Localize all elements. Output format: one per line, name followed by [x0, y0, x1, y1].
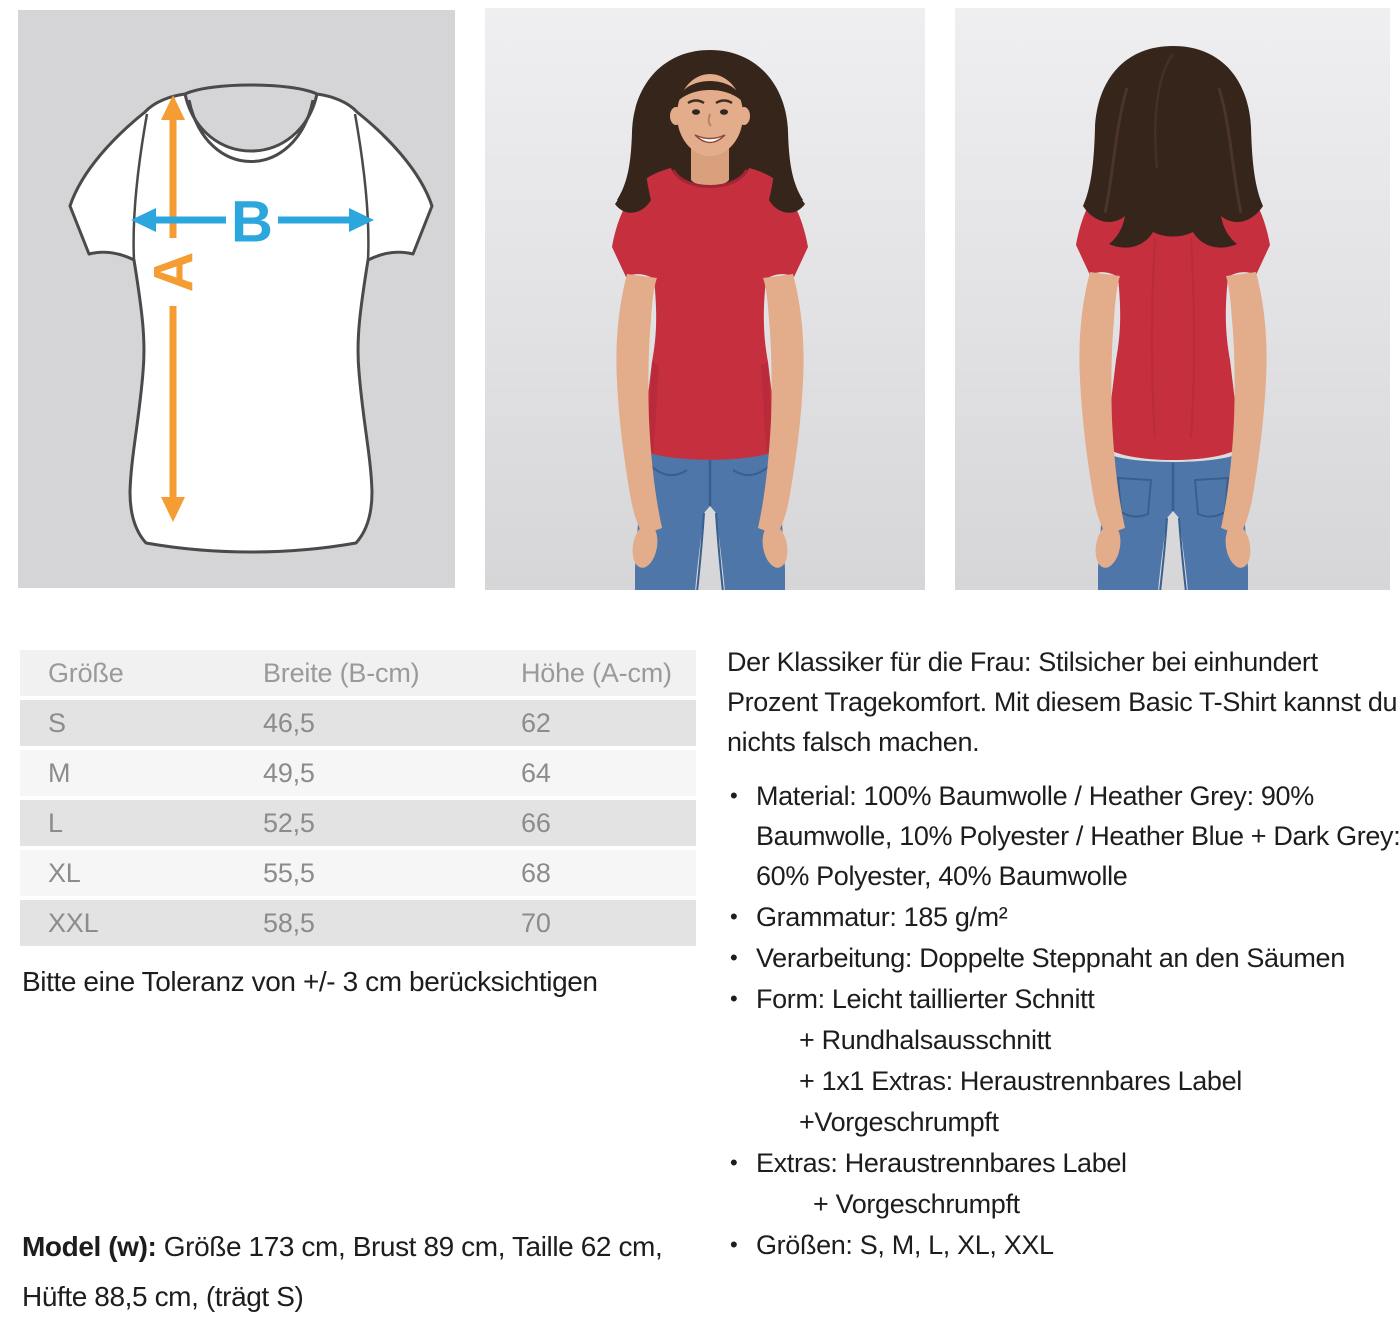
product-description: [727, 642, 1400, 1266]
eye-right: [720, 109, 728, 115]
size-cell-size: M: [20, 750, 235, 796]
model-photo-front: [485, 8, 925, 590]
eye-left: [692, 109, 700, 115]
tolerance-note: Bitte eine Toleranz von +/- 3 cm berücksichtigen: [22, 966, 598, 997]
feature-text: +Vorgeschrumpft: [799, 1107, 999, 1137]
feature-text: + Vorgeschrumpft: [813, 1189, 1020, 1219]
size-cell-size: S: [20, 700, 235, 746]
feature-item: [727, 897, 1400, 937]
feature-text: Material: 100% Baumwolle / Heather Grey: 90% Baumwolle, 10% Polyester / Heather Blue + Dark Grey: 60% Polyester, 40% Baumwolle: [756, 781, 1400, 891]
description-intro: Der Klassiker für die Frau: Stilsicher bei einhundert Prozent Tragekomfort. Mit diesem Basic T-Shirt kannst du nichts falsch machen.: [727, 647, 1398, 757]
feature-item: [727, 979, 1400, 1019]
model-info-label: Model (w):: [22, 1231, 157, 1262]
feature-text: Größen: S, M, L, XL, XXL: [756, 1230, 1054, 1260]
bullet-marker: •: [730, 1150, 738, 1175]
size-cell-size: XL: [20, 850, 235, 896]
bullet-marker: •: [730, 945, 738, 970]
feature-text: + Rundhalsausschnitt: [799, 1025, 1051, 1055]
size-cell-hoehe: 64: [493, 750, 696, 796]
feature-item: [727, 1143, 1400, 1183]
size-table-header-hoehe: Höhe (A-cm): [493, 650, 696, 696]
model-front-illustration: [485, 8, 925, 590]
model-info-text: Größe 173 cm, Brust 89 cm, Taille 62 cm, Hüfte 88,5 cm, (trägt S): [22, 1231, 663, 1312]
feature-text: Grammatur: 185 g/m²: [756, 902, 1008, 932]
size-table-header-groesse: Größe: [20, 650, 235, 696]
size-cell-hoehe: 70: [493, 900, 696, 946]
bullet-marker: •: [730, 904, 738, 929]
size-table-header-row: [20, 650, 696, 696]
bullet-marker: •: [730, 986, 738, 1011]
size-row-M: [20, 750, 696, 796]
size-cell-breite: 55,5: [235, 850, 493, 896]
size-cell-breite: 46,5: [235, 700, 493, 746]
size-cell-hoehe: 66: [493, 800, 696, 846]
feature-item: [727, 938, 1400, 978]
size-row-XL: [20, 850, 696, 896]
size-row-L: [20, 800, 696, 846]
feature-text: Form: Leicht taillierter Schnitt: [756, 984, 1095, 1014]
feature-list: [727, 776, 1400, 1265]
bullet-marker: •: [730, 1232, 738, 1257]
feature-text: Extras: Heraustrennbares Label: [756, 1148, 1127, 1178]
feature-item: [727, 1020, 1400, 1060]
size-row-XXL: [20, 900, 696, 946]
feature-text: + 1x1 Extras: Heraustrennbares Label: [799, 1066, 1242, 1096]
size-cell-breite: 49,5: [235, 750, 493, 796]
size-cell-breite: 58,5: [235, 900, 493, 946]
measure-label-b: B: [231, 189, 273, 255]
model-info: [22, 1222, 728, 1322]
feature-item: [727, 1184, 1400, 1224]
feature-text: Verarbeitung: Doppelte Steppnaht an den Säumen: [756, 943, 1345, 973]
size-cell-size: L: [20, 800, 235, 846]
size-table: [20, 646, 696, 950]
bullet-marker: •: [730, 783, 738, 808]
model-back-illustration: [955, 8, 1390, 590]
size-table-header-breite: Breite (B-cm): [235, 650, 493, 696]
size-diagram: [18, 10, 455, 588]
model-photo-back: [955, 8, 1390, 590]
size-cell-hoehe: 62: [493, 700, 696, 746]
size-table-body: [20, 700, 696, 946]
size-row-S: [20, 700, 696, 746]
size-cell-hoehe: 68: [493, 850, 696, 896]
size-diagram-panel: [18, 10, 455, 588]
feature-item: [727, 776, 1400, 896]
size-cell-breite: 52,5: [235, 800, 493, 846]
size-cell-size: XXL: [20, 900, 235, 946]
measure-label-a: A: [141, 251, 205, 293]
feature-item: [727, 1225, 1400, 1265]
feature-item: [727, 1102, 1400, 1142]
feature-item: [727, 1061, 1400, 1101]
